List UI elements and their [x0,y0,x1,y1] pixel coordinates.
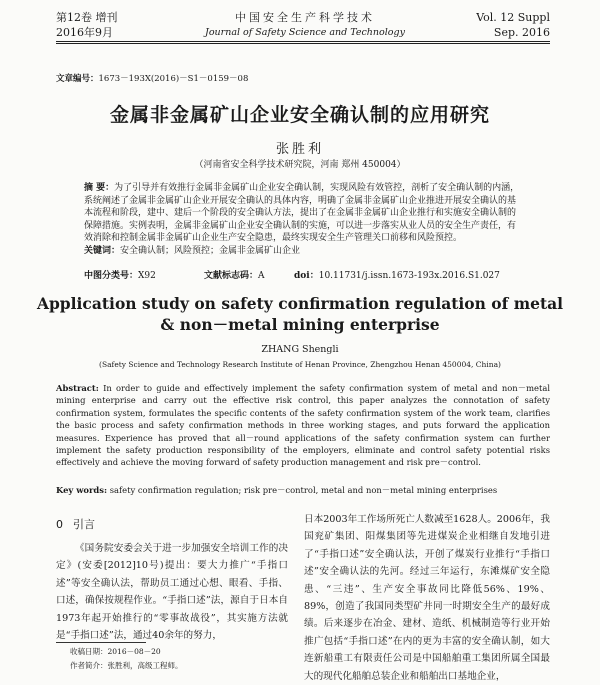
abstract-cn-body [84,182,524,245]
header-rule-double [56,43,550,44]
clc-label: 中图分类号： [84,271,139,281]
right-column [304,511,550,685]
abstract-en-label: Abstract: [56,383,99,393]
clc-value: X92 [138,271,156,281]
doc-label: 文献标志码： [204,271,259,281]
header-rule [56,41,550,42]
title-cn: 金属非金属矿山企业安全确认制的应用研究 [109,104,490,126]
journal-name-cn: 中国安全生产科学技术 [235,11,375,24]
article-number-value: 1673－193X(2016)－S1－0159－08 [98,74,249,84]
section-title: 引言 [73,518,95,531]
abstract-cn [84,182,524,258]
doi-value: 10.11731/j.issn.1673-193x.2016.S1.027 [318,271,500,281]
abstract-cn-label: 摘 要： [84,183,115,193]
journal-name-en: Journal of Safety Science and Technology [205,27,405,38]
title-en-line1: Application study on safety confirmation regulation of metal [36,294,564,313]
article-number-label: 文章编号： [56,74,99,84]
affiliation-cn: （河南省安全科学技术研究院，河南 郑州 450004） [194,160,406,170]
keywords-cn-text: 安全确认制；风险预控；金属非金属矿山企业 [120,245,301,256]
doc-code [204,268,294,281]
doi [294,268,500,281]
left-column [56,516,288,644]
section-number: 0 [56,518,63,531]
date-en: Sep. 2016 [493,26,550,39]
right-column-paragraph: 日本2003年工作场所死亡人数减至1628人。2006年，我国兖矿集团、阳煤集团等先进煤炭企业相继自发地引进了“手指口述”安全确认法，开创了煤炭行业推行“手指口述”安全确认法的先河。经过三年运行，东滩煤矿安全隐患、“三违”、生产安全事故同比降低56%、19%、89%，创造了我国同类型矿井同一时期安全生产的最好成绩。后来逐步在冶金、建材、造纸、机械制造等行业开始推广包括“手指口述”在内的更为丰富的安全确认制，如大连新船重工有限责任公司是中国船舶重工集团所属全国最大的现代化船舶总装企业和船舶出口基地企业， [304,514,550,682]
doc-value: A [258,271,265,281]
keywords-en [56,484,550,496]
abstract-en-text: In order to guide and effectively implement the safety confirmation system of metal and non－metal mining enterprise and carry out the effective risk control, this paper analyzes the connotation of safety confirmation system, formulates the specific contents of the safety confirmation system of the work team, clarifies the basic process and safety confirmation methods in three working stages, and puts forward the application measures. Experience has proved that all－round applications of the safety confirmation system can further implement the safety production responsibility of the employers, eliminate and control safety potential risks effectively and achieve the moving forward of safety production management and risk pre－control. [56,383,550,468]
footnote-rule [56,642,146,643]
date-cn: 2016年9月 [56,26,113,39]
section-heading [56,516,288,532]
doi-label: doi： [294,271,319,281]
title-en-line2: & non－metal mining enterprise [160,315,440,334]
volume-cn: 第12卷 增刊 [56,11,118,24]
header-right [476,10,550,40]
clc-code [84,268,204,281]
title-en [0,293,600,335]
keywords-en-label: Key words: [56,485,108,495]
keywords-cn-label: 关键词： [84,245,121,256]
author-en: ZHANG Shengli [261,344,339,355]
header-center [150,10,460,40]
affiliation-en: (Safety Science and Technology Research Institute of Henan Province, Zhengzhou Henan 450004, China) [99,360,501,369]
article-number [56,72,248,84]
classification-row [84,268,524,281]
abstract-en [56,382,550,469]
keywords-en-text: safety confirmation regulation; risk pre－control, metal and non－metal mining enterprises [109,485,498,495]
footnote-author: 作者简介：张胜利，高级工程师。 [70,661,183,670]
volume-en: Vol. 12 Suppl [476,11,550,24]
abstract-cn-text: 为了引导并有效推行金属非金属矿山企业安全确认制，实现风险有效管控，剖析了安全确认制的内涵，系统阐述了金属非金属矿山企业开展安全确认的具体内容，明确了金属非金属矿山企业推进开展安全确认的基本流程和阶段，建中、建后一个阶段的安全确认方法，提出了在金属非金属矿山企业推行和实施安全确认制的保障措施。实例表明，金属非金属矿山企业安全确认制的实施，可以进一步落实从业人员的安全生产责任，有效消除和控制金属非金属矿山企业生产安全隐患，最终实现安全生产管理关口前移和风险预控。 [84,183,520,244]
author-cn: 张胜利 [275,142,324,157]
keywords-cn [84,245,524,258]
footnote-received: 收稿日期：2016－08－20 [70,647,161,656]
header-left [56,10,118,40]
intro-paragraph: 《国务院安委会关于进一步加强安全培训工作的决定》(安委[2012]10号)提出：要大力推广“手指口述”等安全确认法，帮助员工通过心想、眼看、手指、口述，确保按规程作业。“手指口述”法，源自于日本自1973年起开始推行的“零事故战役”，其实施方法就是“手指口述”法，通过40余年的努力， [56,543,288,642]
